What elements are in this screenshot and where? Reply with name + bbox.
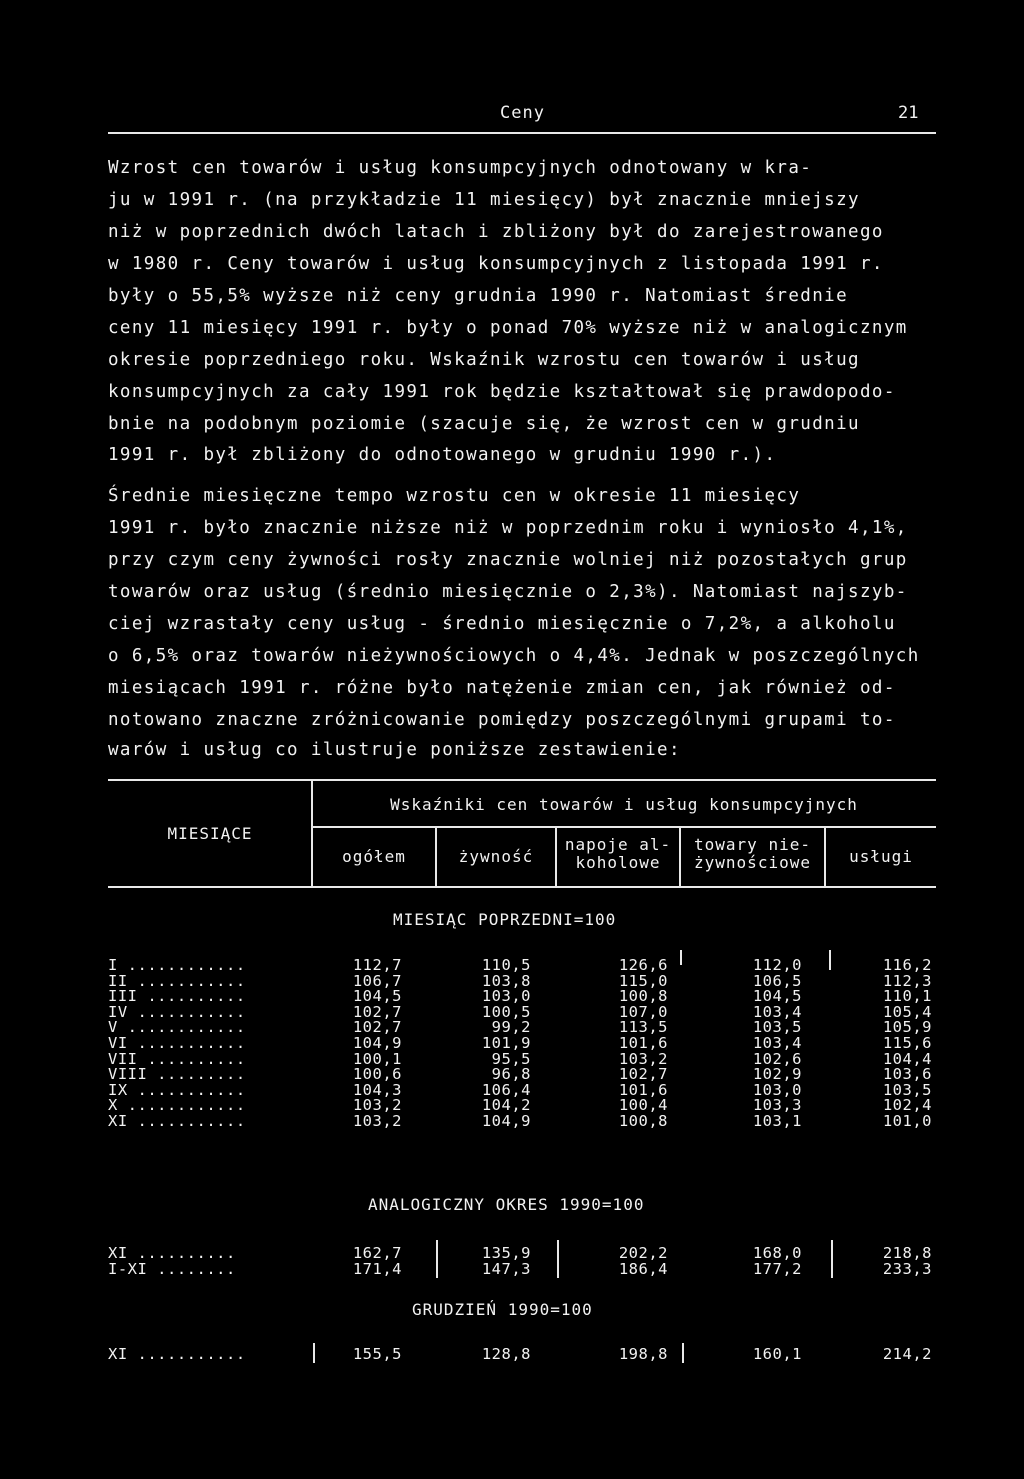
cell-value: 101,0: [882, 1112, 932, 1130]
cell-value: 105,4: [882, 1002, 932, 1021]
cell-value: 126,6: [618, 956, 668, 974]
row-label: XI ...........: [108, 1112, 246, 1130]
text-line: ciej wzrastały ceny usług - średnio miesięcznie o 7,2%, a alkoholu: [108, 614, 896, 634]
cell-value: 168,0: [752, 1244, 802, 1262]
cell-value: 95,5: [491, 1049, 531, 1068]
cell-value: 100,4: [618, 1096, 668, 1115]
cell-value: 160,1: [752, 1345, 802, 1363]
row-label: I ............: [108, 956, 246, 974]
cell-value: 113,5: [618, 1018, 668, 1037]
col-header-towary: towary nie- żywnościowe: [694, 835, 811, 872]
table-row: [108, 1081, 936, 1098]
cell-value: 112,0: [752, 956, 802, 974]
text-line: notowano znaczne zróżnicowanie pomiędzy poszczególnymi grupami to-: [108, 710, 896, 730]
section-title: ANALOGICZNY OKRES 1990=100: [368, 1195, 645, 1214]
text-line: niż w poprzednich dwóch latach i zbliżony był do zarejestrowanego: [108, 222, 884, 242]
col-header-ogolem: ogółem: [342, 847, 406, 866]
cell-value: 104,5: [352, 987, 402, 1006]
cell-value: 102,6: [752, 1049, 802, 1068]
cell-value: 104,3: [352, 1080, 402, 1099]
table-row: [108, 1065, 936, 1082]
text-line: 1991 r. był zbliżony do odnotowanego w grudniu 1990 r.).: [108, 445, 777, 465]
cell-value: 104,5: [752, 987, 802, 1006]
row-label: IX ...........: [108, 1080, 246, 1099]
cell-value: 102,7: [618, 1065, 668, 1084]
row-label: X ............: [108, 1096, 246, 1115]
cell-value: 100,8: [618, 987, 668, 1006]
cell-value: 100,1: [352, 1049, 402, 1068]
cell-value: 233,3: [882, 1259, 932, 1278]
text-line: były o 55,5% wyższe niż ceny grudnia 1990 r. Natomiast średnie: [108, 286, 849, 306]
cell-value: 110,5: [481, 956, 531, 974]
cell-value: 100,5: [481, 1002, 531, 1021]
cell-value: 186,4: [618, 1259, 668, 1278]
cell-value: 202,2: [618, 1244, 668, 1262]
cell-value: 162,7: [352, 1244, 402, 1262]
cell-value: 171,4: [352, 1259, 402, 1278]
cell-value: 103,1: [752, 1112, 802, 1130]
text-line: okresie poprzedniego roku. Wskaźnik wzrostu cen towarów i usług: [108, 350, 860, 370]
cell-value: 198,8: [618, 1345, 668, 1363]
cell-value: 103,2: [352, 1096, 402, 1115]
cell-value: 103,5: [882, 1080, 932, 1099]
row-label: VII ..........: [108, 1049, 246, 1068]
header-rule: [108, 132, 936, 134]
cell-value: 96,8: [491, 1065, 531, 1084]
cell-value: 112,7: [352, 956, 402, 974]
cell-value: 110,1: [882, 987, 932, 1006]
text-line: Wzrost cen towarów i usług konsumpcyjnych odnotowany w kra-: [108, 158, 813, 178]
table-row: [108, 956, 936, 973]
row-label: IV ...........: [108, 1002, 246, 1021]
cell-value: 105,9: [882, 1018, 932, 1037]
cell-value: 214,2: [882, 1345, 932, 1363]
text-line: miesiącach 1991 r. różne było natężenie zmian cen, jak również od-: [108, 678, 896, 698]
cell-value: 102,9: [752, 1065, 802, 1084]
table-row: [108, 1244, 936, 1261]
row-label: I-XI ........: [108, 1259, 236, 1278]
cell-value: 116,2: [882, 956, 932, 974]
cell-value: 99,2: [491, 1018, 531, 1037]
table-row: [108, 972, 936, 989]
table-row: [108, 1260, 936, 1277]
cell-value: 107,0: [618, 1002, 668, 1021]
stub-header: MIESIĄCE: [167, 824, 253, 843]
row-label: VIII .........: [108, 1065, 246, 1084]
text-line: warów i usług co ilustruje poniższe zestawienie:: [108, 740, 681, 760]
cell-value: 103,2: [618, 1049, 668, 1068]
cell-value: 100,6: [352, 1065, 402, 1084]
cell-value: 115,6: [882, 1034, 932, 1052]
text-line: towarów oraz usług (średnio miesięcznie o 2,3%). Natomiast najszyb-: [108, 582, 908, 602]
cell-value: 103,4: [752, 1002, 802, 1021]
text-line: ju w 1991 r. (na przykładzie 11 miesięcy) był znacznie mniejszy: [108, 190, 860, 210]
cell-value: 101,6: [618, 1080, 668, 1099]
cell-value: 104,9: [352, 1034, 402, 1052]
text-line: Średnie miesięczne tempo wzrostu cen w okresie 11 miesięcy: [108, 486, 801, 506]
table-row: [108, 1018, 936, 1035]
row-label: VI ...........: [108, 1034, 246, 1052]
cell-value: 103,5: [752, 1018, 802, 1037]
row-label: XI ...........: [108, 1345, 246, 1363]
cell-value: 106,7: [352, 971, 402, 990]
cell-value: 101,6: [618, 1034, 668, 1052]
table-row: [108, 987, 936, 1004]
text-line: ceny 11 miesięcy 1991 r. były o ponad 70% wyższe niż w analogicznym: [108, 318, 908, 338]
cell-value: 103,0: [752, 1080, 802, 1099]
page-number: 21: [898, 103, 919, 123]
cell-value: 104,9: [481, 1112, 531, 1130]
cell-value: 112,3: [882, 971, 932, 990]
row-label: II ...........: [108, 971, 246, 990]
cell-value: 103,4: [752, 1034, 802, 1052]
group-header-rule: [312, 826, 936, 828]
table-row: [108, 1034, 936, 1051]
text-line: przy czym ceny żywności rosły znacznie wolniej niż pozostałych grup: [108, 550, 908, 570]
text-line: w 1980 r. Ceny towarów i usług konsumpcyjnych z listopada 1991 r.: [108, 254, 884, 274]
text-line: konsumpcyjnych za cały 1991 rok będzie kształtował się prawdopodo-: [108, 382, 896, 402]
col-header-zywnosc: żywność: [458, 847, 534, 866]
cell-value: 104,2: [481, 1096, 531, 1115]
col-header-napoje: napoje al- koholowe: [564, 835, 672, 872]
cell-value: 155,5: [352, 1345, 402, 1363]
cell-value: 102,7: [352, 1002, 402, 1021]
cell-value: 128,8: [481, 1345, 531, 1363]
cell-value: 147,3: [481, 1259, 531, 1278]
text-line: bnie na podobnym poziomie (szacuje się, że wzrost cen w grudniu: [108, 414, 860, 434]
row-label: III ..........: [108, 987, 246, 1006]
header-bottom-rule: [108, 886, 936, 888]
cell-value: 177,2: [752, 1259, 802, 1278]
cell-value: 103,3: [752, 1096, 802, 1115]
cell-value: 101,9: [481, 1034, 531, 1052]
table-row: [108, 1096, 936, 1113]
cell-value: 102,7: [352, 1018, 402, 1037]
cell-value: 103,2: [352, 1112, 402, 1130]
cell-value: 100,8: [618, 1112, 668, 1130]
cell-value: 103,6: [882, 1065, 932, 1084]
section-title: MIESIĄC POPRZEDNI=100: [393, 910, 617, 929]
table-row: [108, 1112, 936, 1129]
cell-value: 103,0: [481, 987, 531, 1006]
text-line: 1991 r. było znacznie niższe niż w poprzednim roku i wyniosło 4,1%,: [108, 518, 908, 538]
cell-value: 106,5: [752, 971, 802, 990]
cell-value: 106,4: [481, 1080, 531, 1099]
table-top-rule: [108, 779, 936, 781]
running-head-title: Ceny: [500, 103, 545, 123]
text-line: o 6,5% oraz towarów nieżywnościowych o 4,4%. Jednak w poszczególnych: [108, 646, 920, 666]
cell-value: 115,0: [618, 971, 668, 990]
cell-value: 102,4: [882, 1096, 932, 1115]
section-title: GRUDZIEŃ 1990=100: [412, 1300, 593, 1319]
cell-value: 103,8: [481, 971, 531, 990]
col-header-uslugi: usługi: [849, 847, 913, 866]
table-row: [108, 1050, 936, 1067]
cell-value: 218,8: [882, 1244, 932, 1262]
row-label: V ............: [108, 1018, 246, 1037]
cell-value: 135,9: [481, 1244, 531, 1262]
table-row: [108, 1345, 936, 1362]
row-label: XI ..........: [108, 1244, 236, 1262]
group-header: Wskaźniki cen towarów i usług konsumpcyjnych: [390, 795, 858, 814]
table-row: [108, 1003, 936, 1020]
cell-value: 104,4: [882, 1049, 932, 1068]
